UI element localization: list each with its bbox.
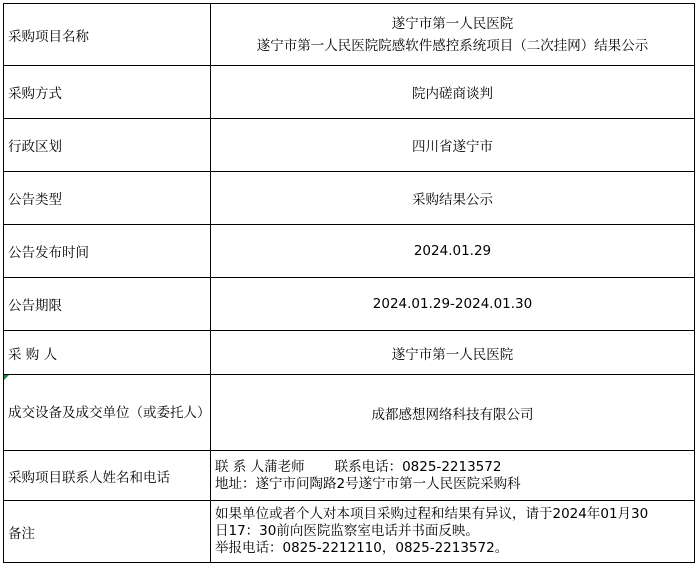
contact-phone: 联系电话：0825-2213572 — [334, 458, 502, 475]
row-region — [4, 119, 695, 172]
procurement-result-table — [3, 3, 695, 563]
row-contact — [4, 451, 695, 501]
remarks-line2: 日17：30前向医院监察室电话并书面反映。 — [215, 523, 479, 539]
remarks-label: 备注 — [4, 501, 211, 563]
publish-time-value: 2024.01.29 — [211, 225, 695, 278]
winner-label-cell — [4, 375, 211, 451]
contact-label: 采购项目联系人姓名和电话 — [4, 451, 211, 501]
purchaser-label: 采 购 人 — [4, 331, 211, 375]
method-label: 采购方式 — [4, 66, 211, 119]
purchaser-value: 遂宁市第一人民医院 — [211, 331, 695, 375]
row-notice-type — [4, 172, 695, 225]
contact-value — [211, 451, 695, 501]
row-publish-time — [4, 225, 695, 278]
publish-time-label: 公告发布时间 — [4, 225, 211, 278]
winner-value: 成都感想网络科技有限公司 — [211, 375, 695, 451]
row-period — [4, 278, 695, 331]
period-label: 公告期限 — [4, 278, 211, 331]
project-name-line2: 遂宁市第一人民医院院感软件感控系统项目（二次挂网）结果公示 — [256, 37, 649, 54]
region-label: 行政区划 — [4, 119, 211, 172]
notice-type-label: 公告类型 — [4, 172, 211, 225]
contact-person: 联 系 人蒲老师 — [215, 458, 305, 475]
remarks-value — [211, 501, 695, 563]
project-name-value — [211, 4, 695, 66]
contact-address: 地址：遂宁市问陶路2号遂宁市第一人民医院采购科 — [215, 475, 521, 492]
winner-label: 成交设备及成交单位（或委托人） — [8, 404, 211, 421]
period-value: 2024.01.29-2024.01.30 — [211, 278, 695, 331]
remarks-line1: 如果单位或者个人对本项目采购过程和结果有异议，请于2024年01月30 — [215, 506, 649, 522]
row-winner — [4, 375, 695, 451]
contact-line1 — [215, 459, 694, 476]
notice-type-value: 采购结果公示 — [211, 172, 695, 225]
cell-comment-marker — [4, 375, 9, 380]
method-value: 院内磋商谈判 — [211, 66, 695, 119]
project-name-line1: 遂宁市第一人民医院 — [391, 15, 514, 32]
row-project-name — [4, 4, 695, 66]
row-remarks — [4, 501, 695, 563]
region-value: 四川省遂宁市 — [211, 119, 695, 172]
project-name-label: 采购项目名称 — [4, 4, 211, 66]
row-purchaser — [4, 331, 695, 375]
row-method — [4, 66, 695, 119]
remarks-line3: 举报电话：0825-2212110，0825-2213572。 — [215, 540, 509, 556]
